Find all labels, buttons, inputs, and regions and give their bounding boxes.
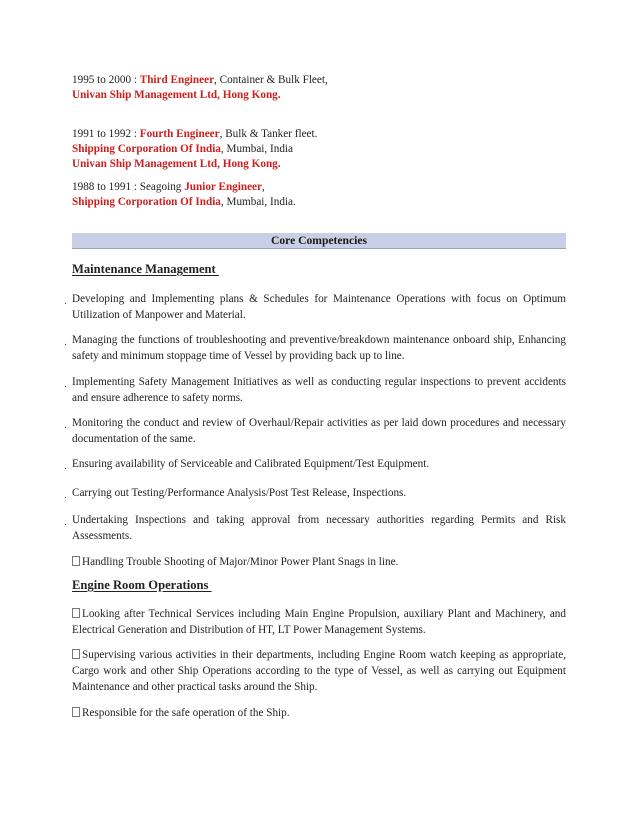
bullet-icon: ․: [64, 379, 68, 389]
years: 1988 to 1991 : Seagoing: [72, 181, 185, 193]
company-location: , Mumbai, India.: [220, 196, 296, 208]
section-heading: Engine Room Operations: [72, 578, 212, 592]
list-item: ․ Implementing Safety Management Initiatives as well as conducting regular inspections to prevent accidents and ensure adherence to safety norms.: [64, 376, 566, 404]
company-name: Univan Ship Management Ltd, Hong Kong.: [72, 89, 281, 101]
job-detail: ,: [262, 181, 265, 193]
list-item: Handling Trouble Shooting of Major/Minor Power Plant Snags in line.: [72, 554, 566, 570]
section-banner: Core Competencies: [72, 233, 566, 249]
checkbox-glyph-icon: [72, 707, 80, 717]
list-item: ․ Monitoring the conduct and review of Overhaul/Repair activities as per laid down procedures and necessary documentation of the same.: [64, 417, 566, 445]
list-item: ․ Managing the functions of troubleshooting and preventive/breakdown maintenance onboard ship, Enhancing safety and minimum stoppage time of Vessel by providing back up to line.: [64, 334, 566, 362]
bullet-icon: ․: [64, 296, 68, 306]
company-name: Shipping Corporation Of India: [72, 143, 221, 155]
job-role: Third Engineer: [139, 74, 215, 86]
years: 1995 to 2000 :: [72, 74, 140, 86]
list-item: Responsible for the safe operation of the Ship.: [72, 705, 566, 721]
checkbox-glyph-icon: [72, 608, 80, 618]
job-role: Fourth Engineer: [139, 128, 220, 140]
list-item: ․ Developing and Implementing plans & Schedules for Maintenance Operations with focus on Optimum Utilization of Manpower and Material.: [64, 293, 566, 321]
job-role: Junior Engineer: [184, 181, 262, 193]
company-name: Shipping Corporation Of India: [72, 196, 221, 208]
list-item: ․ Carrying out Testing/Performance Analysis/Post Test Release, Inspections.: [64, 487, 407, 500]
job-detail: , Bulk & Tanker fleet.: [219, 128, 318, 140]
bullet-icon: ․: [64, 461, 68, 471]
years: 1991 to 1992 :: [72, 128, 140, 140]
bullet-icon: ․: [64, 517, 68, 527]
company-location: , Mumbai, India: [220, 143, 293, 155]
company-name: Univan Ship Management Ltd, Hong Kong.: [72, 158, 281, 170]
bullet-icon: ․: [64, 420, 68, 430]
list-item: ․ Ensuring availability of Serviceable and Calibrated Equipment/Test Equipment.: [64, 458, 430, 471]
experience-entry-1: [72, 73, 328, 103]
bullet-icon: ․: [64, 490, 68, 500]
bullet-icon: ․: [64, 337, 68, 347]
checkbox-glyph-icon: [72, 649, 80, 659]
list-item: ․ Undertaking Inspections and taking approval from necessary authorities regarding Permits and Risk Assessments.: [64, 514, 566, 542]
job-detail: , Container & Bulk Fleet,: [214, 74, 328, 86]
list-item: Supervising various activities in their departments, including Engine Room watch keeping as appropriate, Cargo work and other Ship Operations according to the type of Vessel, as well as carrying out Equipment Maintenance and other practical tasks around the Ship.: [72, 649, 566, 693]
checkbox-glyph-icon: [72, 556, 80, 566]
section-heading: Maintenance Management: [72, 262, 219, 276]
list-item: Looking after Technical Services including Main Engine Propulsion, auxiliary Plant and Machinery, and Electrical Generation and Distribution of HT, LT Power Management Systems.: [72, 608, 566, 636]
experience-entry-2: [72, 127, 317, 172]
experience-entry-3: [72, 180, 296, 210]
